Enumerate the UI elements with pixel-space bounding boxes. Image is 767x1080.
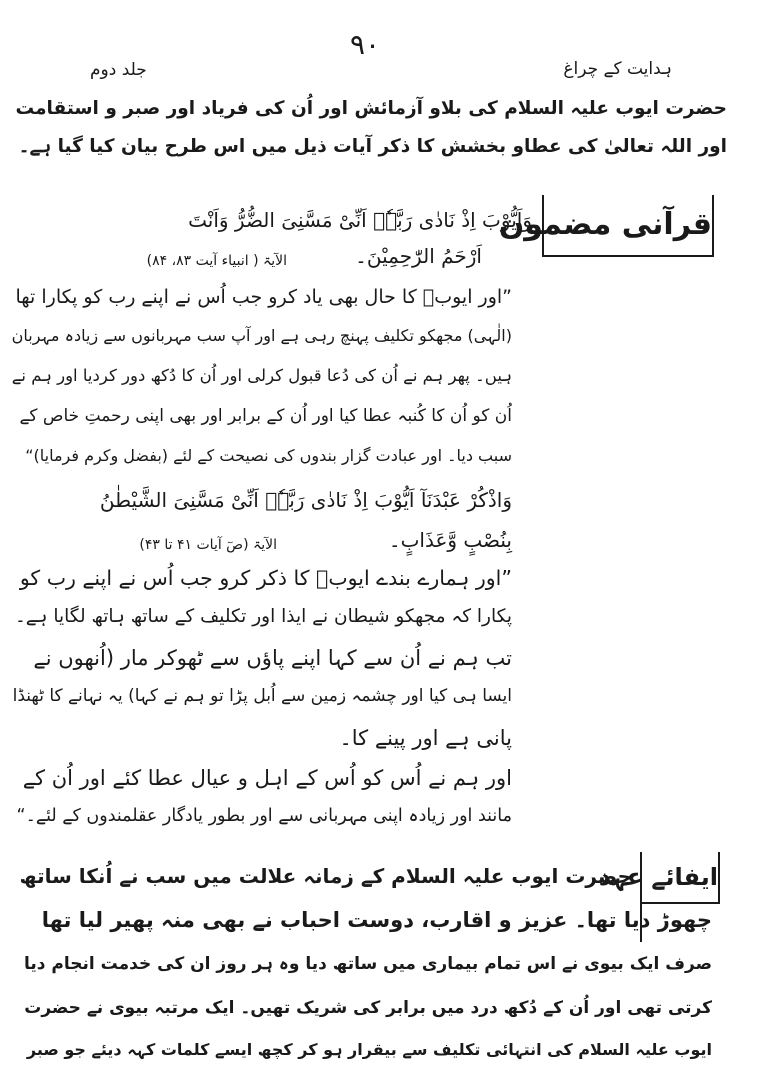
quran-verse-line: بِنُصْبٍ وَّعَذَابٍ۔ [388, 528, 512, 552]
intro-line: اور اللہ تعالیٰ کی عطاو بخشش کا ذکر آیات ذیل میں اس طرح بیان کیا گیا ہے۔ [18, 136, 727, 157]
translation-line: اُن کو اُن کا کُنبہ عطا کیا اور اُن کے برابر اور بھی اپنی رحمتِ خاص کے [19, 406, 512, 426]
body-line: کرتی تھی اور اُن کے دُکھ درد میں برابر کی شریک تھیں۔ ایک مرتبہ بیوی نے حضرت [24, 998, 712, 1018]
book-title: ہدایت کے چراغ [563, 59, 672, 79]
body-line: ایوب علیہ السلام کی انتہائی تکلیف سے بیقرار ہو کر کچھ ایسے کلمات کہہ دیئے جو صبر [26, 1040, 712, 1059]
body-line: حضرت ایوب علیہ السلام کے زمانہ علالت میں سب نے اُنکا ساتھ [19, 864, 632, 888]
volume-label: جلد دوم [90, 60, 147, 80]
translation-line: پانی ہے اور پینے کا۔ [339, 726, 512, 750]
section-heading-fulfilling-promise: ایفائے عہد [640, 852, 720, 904]
body-line: صرف ایک بیوی نے اس تمام بیماری میں ساتھ دیا وہ ہر روز ان کی خدمت انجام دیا [24, 954, 712, 974]
quran-verse-line: اَرْحَمُ الرّٰحِمِیْنَ۔ [355, 244, 482, 268]
verse-reference: الآیۃ (صٓ آیات ۴۱ تا ۴۳) [139, 537, 277, 553]
section-heading-quranic-content: قرآنی مضمون [542, 195, 714, 257]
translation-line: پکارا کہ مجھکو شیطان نے ایذا اور تکلیف کے ساتھ ہاتھ لگایا ہے۔ [14, 606, 512, 627]
translation-line: ”اور ایوبؑ کا حال بھی یاد کرو جب اُس نے اپنے رب کو پکارا تھا [15, 286, 512, 308]
translation-line: مانند اور زیادہ اپنی مہربانی سے اور بطور یادگار عقلمندوں کے لئے۔“ [16, 806, 512, 826]
translation-line: ”اور ہمارے بندے ایوبؑ کا ذکر کرو جب اُس نے اپنے رب کو [19, 566, 512, 590]
translation-line: تب ہم نے اُن سے کہا اپنے پاؤں سے ٹھوکر مار (اُنھوں نے [33, 646, 512, 670]
translation-line: (الٰہی) مجھکو تکلیف پہنچ رہی ہے اور آپ سب مہربانوں سے زیادہ مہربان [11, 326, 512, 345]
page-number: ۹۰ [350, 28, 381, 61]
body-line: چھوڑ دیا تھا۔ عزیز و اقارب، دوست احباب نے بھی منہ پھیر لیا تھا [41, 908, 712, 932]
verse-reference: الآیۃ ( انبیاء آیت ۸۳، ۸۴) [146, 253, 287, 269]
translation-line: ہیں۔ پھر ہم نے اُن کی دُعا قبول کرلی اور اُن کا دُکھ دور کردیا اور ہم نے [11, 366, 512, 385]
quran-verse-line: وَاذْکُرْ عَبْدَنَآ اَیُّوْبَ اِذْ نَادٰی رَبَّہٗۤ اَنِّیْ مَسَّنِیَ الشَّیْطٰنُ [99, 488, 512, 512]
translation-line: سبب دیا۔ اور عبادت گزار بندوں کی نصیحت کے لئے (بفضل وکرم فرمایا)“ [25, 446, 512, 465]
translation-line: اور ہم نے اُس کو اُس کے اہل و عیال عطا کئے اور اُن کے [22, 766, 512, 790]
quran-verse-line: وَاَیُّوْبَ اِذْ نَادٰی رَبَّہٗۤ اَنِّیْ مَسَّنِیَ الضُّرُّ وَاَنْتَ [188, 208, 532, 232]
translation-line: ایسا ہی کیا اور چشمہ زمین سے اُبل پڑا تو ہم نے کہا) یہ نہانے کا ٹھنڈا [12, 686, 512, 706]
intro-line: حضرت ایوب علیہ السلام کی بلاو آزمائش اور اُن کی فریاد اور صبر و استقامت [15, 98, 727, 119]
